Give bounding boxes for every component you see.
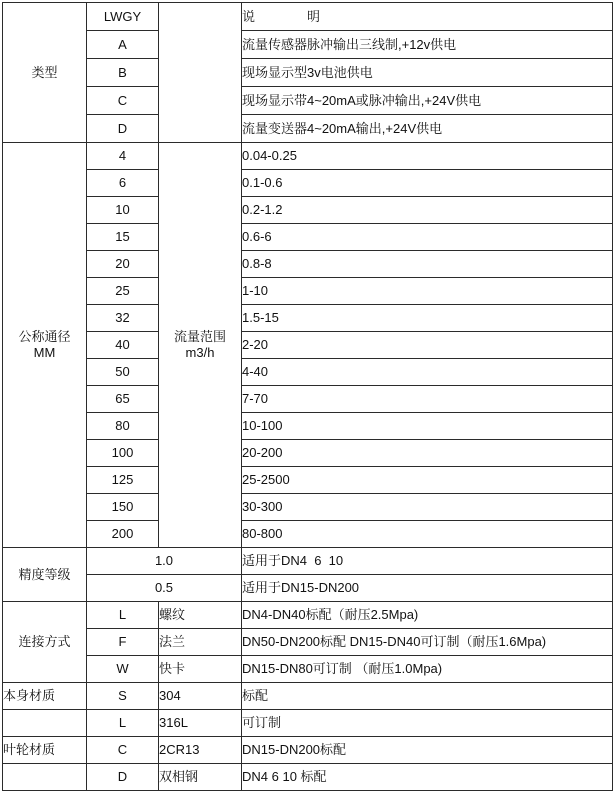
dn-value-cell: 15 [87,224,159,251]
type-code-cell: D [87,115,159,143]
flow-range-cell: 25-2500 [242,467,613,494]
flow-range-cell: 0.1-0.6 [242,170,613,197]
flow-range-cell: 0.6-6 [242,224,613,251]
type-desc-cell: 现场显示型3v电池供电 [242,59,613,87]
flow-range-cell: 0.2-1.2 [242,197,613,224]
impeller-material-label-cell: 叶轮材质 [3,737,87,764]
impeller-material-name-cell: 双相钢 [159,764,242,791]
table-row [3,413,613,440]
model-code-cell: LWGY [87,3,159,31]
impeller-material-desc-cell: DN4 6 10 标配 [242,764,613,791]
dn-value-cell: 200 [87,521,159,548]
table-row [3,386,613,413]
spec-table [2,2,613,791]
table-row [3,251,613,278]
flow-range-cell: 80-800 [242,521,613,548]
table-row [3,359,613,386]
body-material-name-cell: 304 [159,683,242,710]
table-row [3,143,613,170]
dn-value-cell: 100 [87,440,159,467]
table-row [3,764,613,791]
body-material-code-cell: S [87,683,159,710]
diameter-label-line1: 公称通径 [18,329,71,345]
flow-range-cell: 7-70 [242,386,613,413]
impeller-material-code-cell: D [87,764,159,791]
accuracy-value-cell: 1.0 [87,548,242,575]
connection-code-cell: L [87,602,159,629]
connection-desc-cell: DN15-DN80可订制 （耐压1.0Mpa) [242,656,613,683]
body-material-desc-cell: 可订制 [242,710,613,737]
table-row [3,575,613,602]
connection-desc-cell: DN4-DN40标配（耐压2.5Mpa) [242,602,613,629]
dn-value-cell: 20 [87,251,159,278]
flow-range-cell: 10-100 [242,413,613,440]
dn-value-cell: 25 [87,278,159,305]
table-row [3,494,613,521]
dn-value-cell: 80 [87,413,159,440]
table-row [3,521,613,548]
flow-range-cell: 30-300 [242,494,613,521]
flow-range-cell: 0.8-8 [242,251,613,278]
type-desc-cell: 流量变送器4~20mA输出,+24V供电 [242,115,613,143]
connection-name-cell: 螺纹 [159,602,242,629]
impeller-material-code-cell: C [87,737,159,764]
table-row [3,305,613,332]
dn-value-cell: 32 [87,305,159,332]
type-code-cell: A [87,31,159,59]
dn-value-cell: 10 [87,197,159,224]
table-row [3,87,613,115]
connection-section-label-cell: 连接方式 [3,602,87,683]
body-material-label-cell: 本身材质 [3,683,87,710]
accuracy-section-label-cell: 精度等级 [3,548,87,602]
flow-range-cell: 1.5-15 [242,305,613,332]
table-row [3,548,613,575]
connection-name-cell: 快卡 [159,656,242,683]
diameter-section-label-cell [3,143,87,548]
flow-range-cell: 2-20 [242,332,613,359]
table-row [3,656,613,683]
table-row [3,197,613,224]
table-row [3,224,613,251]
table-row [3,115,613,143]
table-row [3,440,613,467]
dn-value-cell: 6 [87,170,159,197]
flow-range-cell: 0.04-0.25 [242,143,613,170]
table-row [3,3,613,31]
flow-range-cell: 1-10 [242,278,613,305]
table-row [3,683,613,710]
flow-range-cell: 4-40 [242,359,613,386]
type-desc-cell: 现场显示带4~20mA或脉冲输出,+24V供电 [242,87,613,115]
flow-label-line1: 流量范围 [173,329,226,345]
impeller-material-name-cell: 2CR13 [159,737,242,764]
accuracy-desc-cell: 适用于DN4 6 10 [242,548,613,575]
type-code-cell: C [87,87,159,115]
table-row [3,467,613,494]
impeller-material-empty-label-cell [3,764,87,791]
description-header-cell: 说 明 [242,3,613,31]
dn-value-cell: 4 [87,143,159,170]
diameter-label-line2: MM [33,345,56,360]
dn-value-cell: 150 [87,494,159,521]
accuracy-desc-cell: 适用于DN15-DN200 [242,575,613,602]
type-desc-cell: 流量传感器脉冲输出三线制,+12v供电 [242,31,613,59]
connection-name-cell: 法兰 [159,629,242,656]
table-row [3,602,613,629]
table-row [3,31,613,59]
table-row [3,710,613,737]
table-row [3,629,613,656]
dn-value-cell: 125 [87,467,159,494]
table-row [3,278,613,305]
body-material-desc-cell: 标配 [242,683,613,710]
accuracy-value-cell: 0.5 [87,575,242,602]
type-section-label-cell: 类型 [3,3,87,143]
type-section-empty-cell [159,3,242,143]
table-row [3,59,613,87]
connection-desc-cell: DN50-DN200标配 DN15-DN40可订制（耐压1.6Mpa) [242,629,613,656]
flow-range-cell: 20-200 [242,440,613,467]
dn-value-cell: 50 [87,359,159,386]
connection-code-cell: W [87,656,159,683]
body-material-empty-label-cell [3,710,87,737]
body-material-code-cell: L [87,710,159,737]
table-row [3,737,613,764]
flow-range-label-cell [159,143,242,548]
impeller-material-desc-cell: DN15-DN200标配 [242,737,613,764]
table-row [3,170,613,197]
body-material-name-cell: 316L [159,710,242,737]
table-row [3,332,613,359]
flow-label-line2: m3/h [185,345,215,360]
dn-value-cell: 65 [87,386,159,413]
dn-value-cell: 40 [87,332,159,359]
connection-code-cell: F [87,629,159,656]
type-code-cell: B [87,59,159,87]
